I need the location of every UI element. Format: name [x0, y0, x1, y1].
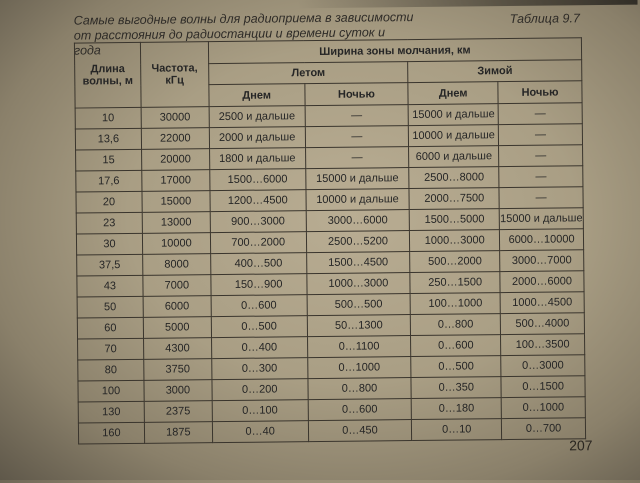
cell-summer-night: 0…600: [308, 399, 412, 421]
caption-line-2: от расстояния до радиостанции и времени суток и года: [73, 25, 386, 58]
cell-frequency: 1875: [144, 422, 212, 444]
cell-winter-day: 10000 и дальше: [409, 125, 499, 147]
cell-length: 30: [76, 233, 142, 255]
cell-summer-day: 0…300: [212, 358, 308, 380]
cell-summer-day: 0…200: [212, 379, 308, 401]
cell-summer-night: 3000…6000: [306, 210, 410, 232]
cell-winter-day: 6000 и дальше: [409, 146, 499, 168]
cell-length: 43: [77, 275, 143, 297]
cell-summer-day: 0…40: [212, 421, 308, 443]
cell-length: 10: [75, 107, 141, 129]
cell-winter-night: 0…700: [502, 418, 586, 440]
cell-winter-night: 3000…7000: [500, 250, 584, 272]
page-number: 207: [569, 437, 593, 454]
cell-length: 50: [77, 296, 143, 318]
cell-length: 70: [78, 338, 144, 360]
cell-frequency: 2375: [144, 401, 212, 423]
header-frequency: Частота, кГц: [140, 42, 209, 108]
cell-summer-day: 900…3000: [210, 211, 306, 233]
cell-winter-night: —: [499, 166, 583, 188]
cell-winter-night: —: [498, 124, 582, 146]
cell-winter-day: 250…1500: [410, 272, 500, 294]
cell-frequency: 22000: [141, 128, 209, 150]
cell-summer-day: 400…500: [210, 253, 306, 275]
cell-frequency: 5000: [143, 317, 211, 339]
cell-summer-day: 1500…6000: [210, 169, 306, 191]
header-summer-day: Днем: [209, 84, 305, 107]
cell-summer-night: 2500…5200: [306, 231, 410, 253]
cell-frequency: 3000: [144, 380, 212, 402]
cell-winter-day: 15000 и дальше: [408, 104, 498, 126]
cell-winter-night: 100…3500: [501, 334, 585, 356]
cell-winter-day: 0…350: [411, 377, 501, 399]
header-summer-night: Ночью: [304, 83, 408, 106]
cell-length: 130: [78, 401, 144, 423]
cell-length: 100: [78, 380, 144, 402]
cell-summer-day: 1800 и дальше: [209, 148, 305, 170]
header-summer: Летом: [208, 62, 408, 85]
cell-summer-day: 0…100: [212, 400, 308, 422]
cell-winter-day: 0…180: [411, 398, 501, 420]
cell-summer-night: 15000 и дальше: [305, 168, 409, 190]
cell-summer-night: —: [305, 147, 409, 169]
cell-summer-night: 500…500: [307, 294, 411, 316]
cell-frequency: 15000: [142, 191, 210, 213]
cell-summer-night: 10000 и дальше: [306, 189, 410, 211]
cell-winter-night: 6000…10000: [500, 229, 584, 251]
cell-winter-night: 0…3000: [501, 355, 585, 377]
cell-summer-night: 0…1000: [307, 357, 411, 379]
cell-winter-day: 0…800: [411, 314, 501, 336]
cell-frequency: 3750: [144, 359, 212, 381]
cell-summer-night: 0…450: [308, 420, 412, 442]
waves-table: [74, 37, 586, 444]
cell-length: 15: [76, 149, 142, 171]
header-winter: Зимой: [408, 60, 582, 83]
cell-winter-night: 1000…4500: [500, 292, 584, 314]
cell-winter-night: —: [498, 103, 582, 125]
cell-winter-day: 2000…7500: [409, 188, 499, 210]
page-edge-shadow: [297, 0, 637, 8]
cell-summer-day: 1200…4500: [210, 190, 306, 212]
header-winter-day: Днем: [408, 82, 498, 105]
cell-frequency: 13000: [142, 212, 210, 234]
cell-frequency: 7000: [143, 275, 211, 297]
cell-frequency: 8000: [143, 254, 211, 276]
cell-winter-night: —: [499, 145, 583, 167]
cell-winter-night: 0…1000: [501, 397, 585, 419]
cell-winter-day: 0…10: [412, 419, 502, 441]
cell-length: 13,6: [75, 128, 141, 150]
cell-summer-day: 2000 и дальше: [209, 127, 305, 149]
cell-winter-night: 15000 и дальше: [499, 208, 583, 230]
cell-length: 60: [77, 317, 143, 339]
cell-summer-night: 0…1100: [307, 336, 411, 358]
cell-summer-day: 2500 и дальше: [209, 106, 305, 128]
cell-winter-night: 500…4000: [500, 313, 584, 335]
cell-winter-night: —: [499, 187, 583, 209]
cell-frequency: 10000: [142, 233, 210, 255]
cell-winter-day: 1000…3000: [410, 230, 500, 252]
cell-summer-night: —: [305, 126, 409, 148]
cell-summer-day: 0…400: [211, 337, 307, 359]
header-winter-night: Ночью: [498, 81, 582, 104]
cell-winter-day: 1500…5000: [410, 209, 500, 231]
cell-summer-night: 50…1300: [307, 315, 411, 337]
header-length: Длина волны, м: [74, 42, 141, 108]
table-body: [75, 103, 585, 444]
cell-length: 17,6: [76, 170, 142, 192]
cell-summer-night: 0…800: [308, 378, 412, 400]
cell-summer-night: 1500…4500: [306, 252, 410, 274]
cell-frequency: 30000: [141, 107, 209, 129]
cell-summer-day: 150…900: [211, 274, 307, 296]
cell-winter-day: 0…500: [411, 356, 501, 378]
cell-winter-night: 2000…6000: [500, 271, 584, 293]
cell-winter-day: 2500…8000: [409, 167, 499, 189]
cell-length: 37,5: [77, 254, 143, 276]
cell-length: 20: [76, 191, 142, 213]
cell-frequency: 17000: [142, 170, 210, 192]
cell-summer-night: 1000…3000: [306, 273, 410, 295]
table-number: Таблица 9.7: [509, 11, 580, 27]
header-silence-zone: Ширина зоны молчания, км: [208, 38, 581, 64]
cell-winter-day: 500…2000: [410, 251, 500, 273]
cell-frequency: 20000: [141, 149, 209, 171]
cell-winter-day: 0…600: [411, 335, 501, 357]
caption-line-1: Самые выгодные волны для радиоприема в зависимости: [73, 10, 414, 28]
cell-summer-night: —: [305, 105, 409, 127]
table-row: [78, 418, 585, 444]
cell-summer-day: 0…600: [211, 295, 307, 317]
cell-winter-day: 100…1000: [410, 293, 500, 315]
cell-length: 160: [78, 422, 144, 444]
cell-frequency: 4300: [143, 338, 211, 360]
cell-summer-day: 700…2000: [210, 232, 306, 254]
cell-frequency: 6000: [143, 296, 211, 318]
cell-length: 23: [76, 212, 142, 234]
cell-winter-night: 0…1500: [501, 376, 585, 398]
cell-summer-day: 0…500: [211, 316, 307, 338]
cell-length: 80: [78, 359, 144, 381]
